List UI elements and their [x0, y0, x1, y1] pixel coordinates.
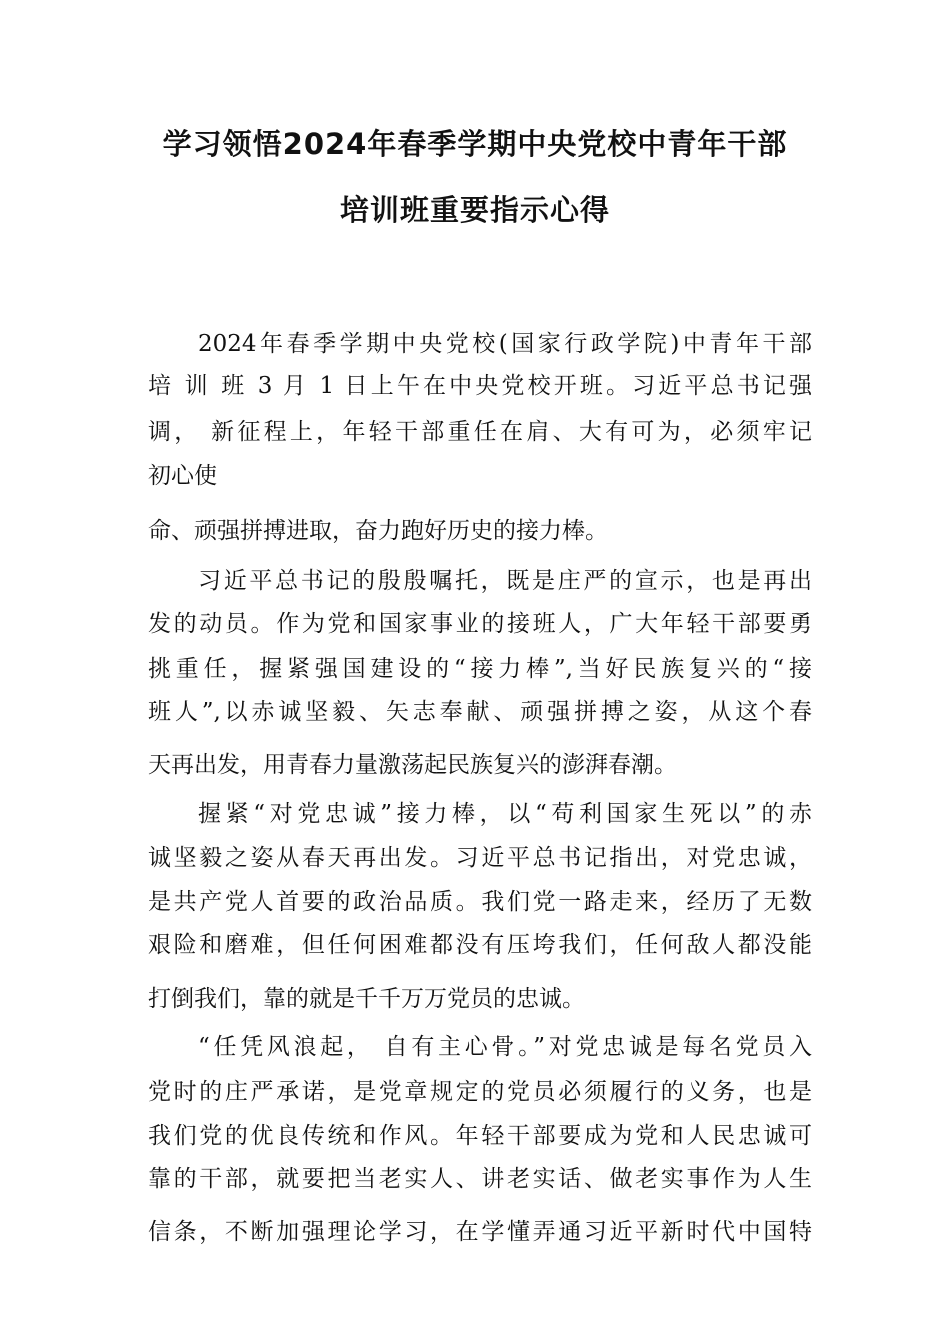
paragraph-line: 打倒我们，靠的就是千千万万党员的忠诚。: [148, 986, 585, 1012]
paragraph-line: 握紧“对党忠诚”接力棒，以“苟利国家生死以”的赤: [198, 801, 812, 827]
paragraph-line: 诚坚毅之姿从春天再出发。习近平总书记指出，对党忠诚，: [148, 845, 812, 871]
paragraph-line: 培 训 班 3 月 1 日上午在中央党校开班。习近平总书记强: [148, 373, 812, 399]
paragraph-line: 天再出发，用青春力量激荡起民族复兴的澎湃春潮。: [148, 752, 677, 778]
paragraph-line: 调， 新征程上，年轻干部重任在肩、大有可为，必须牢记: [148, 419, 812, 445]
paragraph-line: 我们党的优良传统和作风。年轻干部要成为党和人民忠诚可: [148, 1123, 812, 1149]
document-title-line-2: 培训班重要指示心得: [339, 193, 610, 227]
paragraph-line: 是共产党人首要的政治品质。我们党一路走来，经历了无数: [148, 889, 812, 915]
paragraph-line: 初心使: [148, 463, 217, 489]
paragraph-line: 发的动员。作为党和国家事业的接班人，广大年轻干部要勇: [148, 611, 812, 637]
document-title-line-1: 学习领悟2024年春季学期中央党校中青年干部: [162, 127, 788, 161]
paragraph-line: 挑重任，握紧强国建设的“接力棒”,当好民族复兴的“接: [148, 656, 812, 682]
paragraph-line: 党时的庄严承诺，是党章规定的党员必须履行的义务，也是: [148, 1079, 812, 1105]
paragraph-line: 艰险和磨难，但任何困难都没有压垮我们，任何敌人都没能: [148, 932, 812, 958]
paragraph-line: 2024年春季学期中央党校(国家行政学院)中青年干部: [198, 331, 812, 357]
paragraph-line: 信条，不断加强理论学习，在学懂弄通习近平新时代中国特: [148, 1219, 812, 1245]
paragraph-line: 靠的干部，就要把当老实人、讲老实话、做老实事作为人生: [148, 1166, 812, 1192]
paragraph-line: 班人”,以赤诚坚毅、矢志奉献、顽强拼搏之姿，从这个春: [148, 699, 812, 725]
paragraph-line: 命、顽强拼搏进取，奋力跑好历史的接力棒。: [148, 518, 608, 544]
paragraph-line: “任凭风浪起， 自有主心骨。”对党忠诚是每名党员入: [198, 1034, 812, 1060]
paragraph-line: 习近平总书记的殷殷嘱托，既是庄严的宣示，也是再出: [198, 568, 812, 594]
